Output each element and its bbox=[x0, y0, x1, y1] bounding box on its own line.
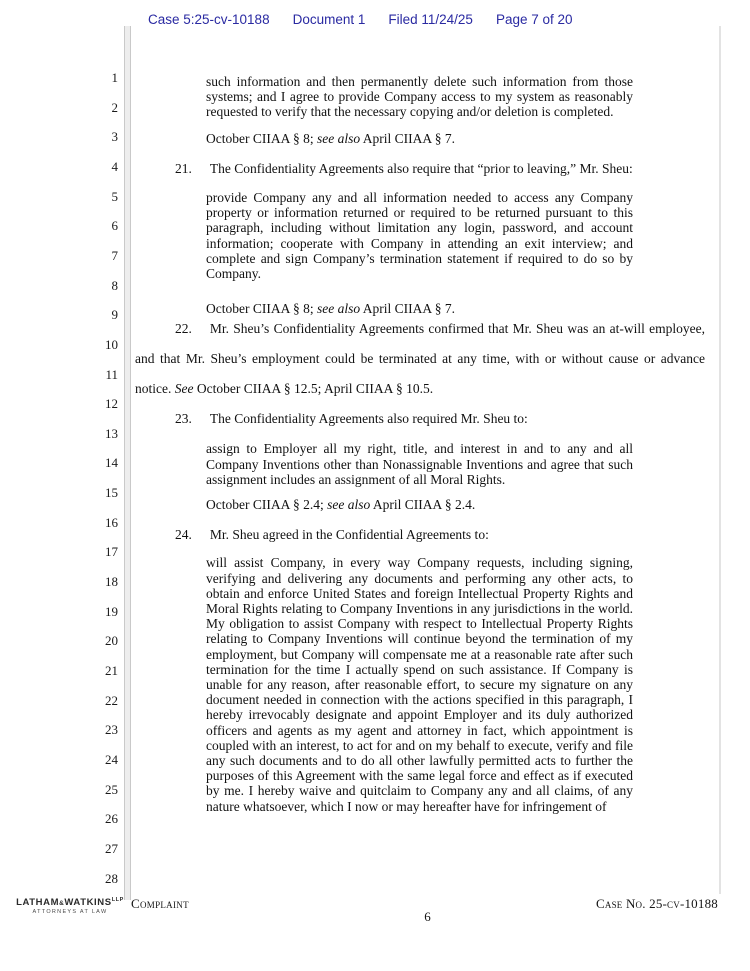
line-number: 18 bbox=[105, 574, 118, 590]
paragraph-number: 22. bbox=[175, 321, 192, 337]
line-number: 10 bbox=[105, 336, 118, 352]
paragraph-23 bbox=[135, 411, 705, 426]
line-number: 15 bbox=[105, 485, 118, 501]
paragraph-number: 24. bbox=[175, 527, 192, 543]
line-number: 6 bbox=[111, 218, 118, 234]
paragraph-number: 23. bbox=[175, 411, 192, 427]
pleading-left-rule bbox=[124, 26, 131, 900]
line-number: 24 bbox=[105, 751, 118, 767]
block-quote: assign to Employer all my right, title, and interest in and to any and all Company Inventions other than Nonassignable Inventions and agree that such assignment includes an assignment of all Moral Rights. bbox=[206, 441, 633, 487]
line-number: 4 bbox=[111, 158, 118, 174]
line-number: 23 bbox=[105, 722, 118, 738]
paragraph-text: Mr. Sheu agreed in the Confidential Agreements to: bbox=[209, 527, 489, 543]
line-number: 27 bbox=[105, 840, 118, 856]
citation-text: April CIIAA § 2.4. bbox=[370, 497, 476, 513]
line-number: 12 bbox=[105, 396, 118, 412]
document-body bbox=[135, 0, 705, 814]
stamp-filed-date: Filed 11/24/25 bbox=[388, 12, 473, 27]
citation-see: See bbox=[174, 380, 194, 396]
block-quote: provide Company any and all information needed to access any Company property or information returned or required to be returned pursuant to this paragraph, including without limitation any login, password, and account information; cooperate with Company in attending an exit interview; and complete and sign Company’s termination statement if required to do so by Company. bbox=[206, 190, 633, 282]
pleading-right-rule bbox=[719, 26, 721, 894]
stamp-document-number: Document 1 bbox=[292, 12, 366, 27]
footer-page-number: 6 bbox=[424, 909, 431, 924]
paragraph-text: The Confidentiality Agreements also required Mr. Sheu to: bbox=[209, 411, 528, 427]
firm-tagline: ATTORNEYS AT LAW bbox=[32, 909, 108, 916]
line-number: 13 bbox=[105, 425, 118, 441]
line-number: 2 bbox=[111, 99, 118, 115]
paragraph-22 bbox=[135, 314, 705, 403]
paragraph-24 bbox=[135, 527, 705, 542]
line-number: 20 bbox=[105, 633, 118, 649]
firm-llp-suffix: LLP bbox=[111, 897, 124, 903]
line-number: 26 bbox=[105, 811, 118, 827]
firm-name: $LATHAM\&WATKINS^{LLP}$ bbox=[16, 897, 124, 909]
footer-case-number: Case No. 25-cv-10188 bbox=[596, 896, 718, 911]
paragraph-text: Mr. Sheu’s Confidentiality Agreements confirmed that Mr. Sheu was an at-will employee, and that Mr. Sheu’s employment could be terminated at any time, with or without cause or advance notice. bbox=[135, 321, 705, 396]
paragraph-text: October CIIAA § 12.5; April CIIAA § 10.5. bbox=[193, 380, 434, 396]
ampersand: & bbox=[59, 900, 65, 908]
line-number: 1 bbox=[111, 70, 118, 85]
line-number: 7 bbox=[111, 247, 118, 263]
line-number: 19 bbox=[105, 603, 118, 619]
citation-see-also: see also bbox=[316, 130, 361, 146]
line-number: 3 bbox=[111, 129, 118, 145]
line-number: 28 bbox=[105, 870, 118, 886]
line-number: 25 bbox=[105, 781, 118, 797]
law-firm-logo bbox=[14, 897, 126, 915]
line-number: 8 bbox=[111, 277, 118, 293]
stamp-page-of: Page 7 of 20 bbox=[495, 12, 573, 27]
paragraph-number: 21. bbox=[175, 160, 192, 176]
citation-see-also: see also bbox=[327, 497, 371, 513]
citation-line bbox=[206, 497, 705, 512]
paragraph-21 bbox=[135, 161, 705, 176]
citation-line bbox=[206, 131, 705, 146]
line-number: 21 bbox=[105, 663, 118, 678]
citation-text: October CIIAA § 2.4; bbox=[206, 497, 328, 513]
line-number: 22 bbox=[105, 692, 118, 708]
footer-document-title: Complaint bbox=[131, 896, 189, 911]
citation-text: April CIIAA § 7. bbox=[360, 130, 455, 146]
citation-see-also: see also bbox=[316, 301, 361, 317]
citation-text: October CIIAA § 8; bbox=[206, 301, 317, 317]
line-number: 14 bbox=[105, 455, 118, 471]
line-number: 16 bbox=[105, 514, 118, 530]
citation-text: April CIIAA § 7. bbox=[360, 301, 455, 317]
line-number: 17 bbox=[105, 544, 118, 560]
line-number: 9 bbox=[111, 307, 118, 323]
citation-text: October CIIAA § 8; bbox=[206, 130, 317, 146]
block-quote: such information and then permanently delete such information from those systems; and I agree to provide Company access to my system as reasonably requested to verify that the necessary copying and/or deletion is completed. bbox=[206, 74, 633, 120]
paragraph-text: The Confidentiality Agreements also require that “prior to leaving,” Mr. Sheu: bbox=[209, 160, 633, 176]
stamp-case-number: Case 5:25-cv-10188 bbox=[148, 12, 270, 27]
line-number: 11 bbox=[105, 366, 118, 382]
line-number: 5 bbox=[111, 188, 118, 204]
block-quote: will assist Company, in every way Company requests, including signing, verifying and delivering any documents and performing any other acts, to obtain and enforce United States and foreign Intellectual Property Rights and Moral Rights relating to Company Inventions in any jurisdictions in the world. My obligation to assist Company with respect to Intellectual Property Rights relating to Company Inventions will continue beyond the termination of my employment, but Company will compensate me at a reasonable rate after such termination for the time I actually spend on such assistance. If Company is unable for any reason, after reasonable effort, to secure my signature on any document needed in connection with the actions specified in this paragraph, I hereby irrevocably designate and appoint Employer and its duly authorized officers and agents as my agent and attorney in fact, which appointment is coupled with an interest, to act for and on my behalf to execute, verify and file any such documents and to do all other lawfully permitted acts to further the purposes of this Agreement with the same legal force and effect as if executed by me. I hereby waive and quitclaim to Company any and all claims, of any nature whatsoever, which I now or may hereafter have for infringement of bbox=[206, 555, 633, 814]
